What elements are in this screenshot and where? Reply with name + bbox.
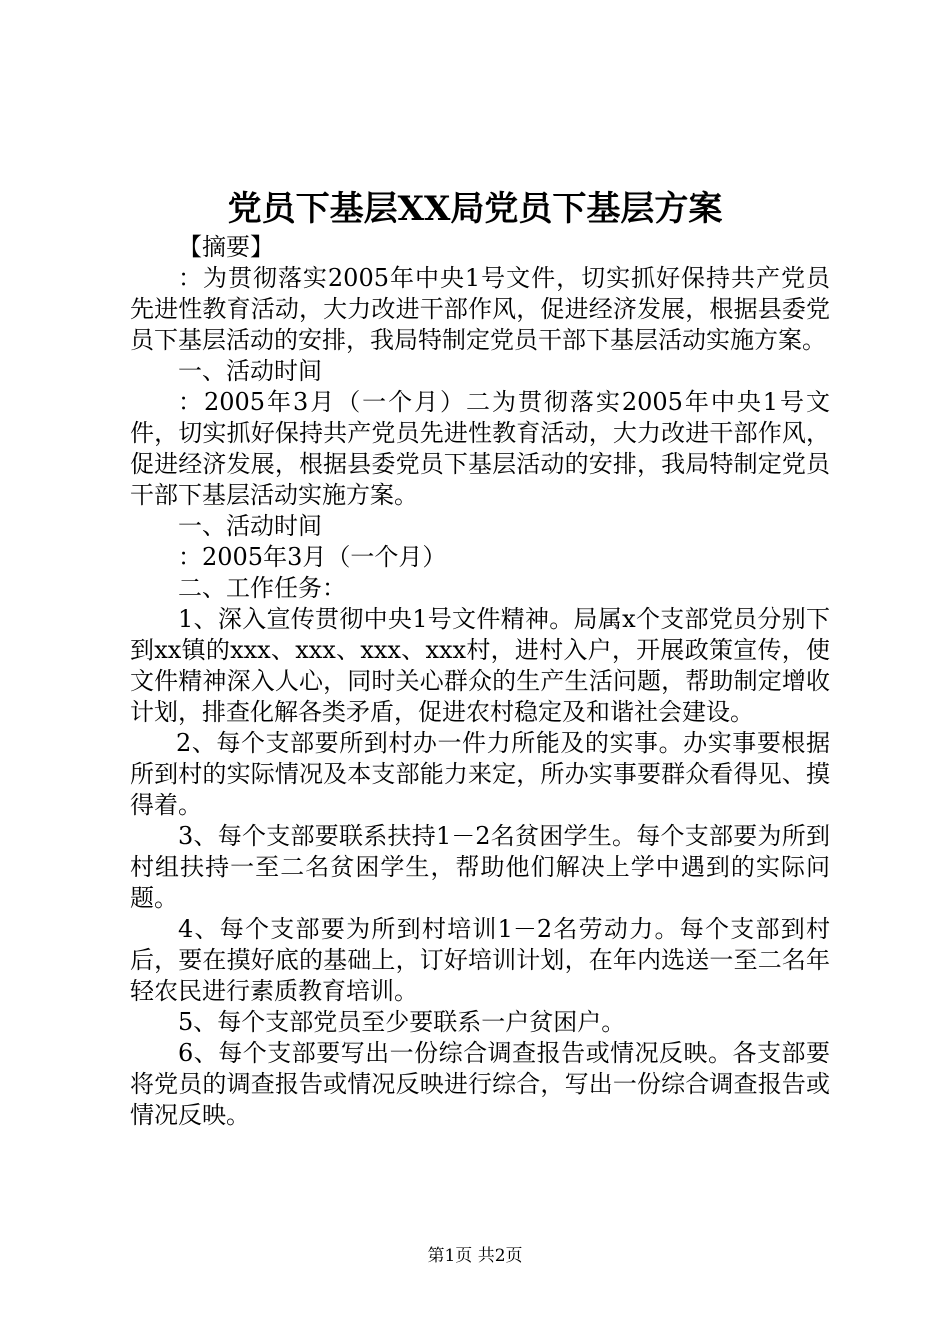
task-item-1: 1、深入宣传贯彻中央1号文件精神。局属x个支部党员分别下到xx镇的xxx、xxx、xxx、xxx村，进村入户，开展政策宣传，使文件精神深入人心，同时关心群众的生产生活问题，帮助制定增收计划，排查化解各类矛盾，促进农村稳定及和谐社会建设。 xyxy=(130,605,830,726)
paragraph-activity-time-short: ：2005年3月（一个月） xyxy=(178,543,447,571)
document-title: 党员下基层XX局党员下基层方案 xyxy=(227,189,723,229)
task-item-3: 3、每个支部要联系扶持1－2名贫困学生。每个支部要为所到村组扶持一至二名贫困学生，帮助他们解决上学中遇到的实际问题。 xyxy=(130,822,830,912)
section-heading-activity-time-repeat: 一、活动时间 xyxy=(178,512,322,540)
task-item-4: 4、每个支部要为所到村培训1－2名劳动力。每个支部到村后，要在摸好底的基础上，订好培训计划，在年内选送一至二名年轻农民进行素质教育培训。 xyxy=(130,915,830,1005)
task-item-2: 2、每个支部要所到村办一件力所能及的实事。办实事要根据所到村的实际情况及本支部能力来定，所办实事要群众看得见、摸得着。 xyxy=(130,729,830,819)
task-item-5: 5、每个支部党员至少要联系一户贫困户。 xyxy=(178,1008,626,1036)
abstract-heading: 【摘要】 xyxy=(178,233,274,261)
paragraph-activity-time-long: ：2005年3月（一个月）二为贯彻落实2005年中央1号文件，切实抓好保持共产党员先进性教育活动，大力改进干部作风，促进经济发展，根据县委党员下基层活动的安排，我局特制定党员干部下基层活动实施方案。 xyxy=(130,388,830,509)
task-item-6: 6、每个支部要写出一份综合调查报告或情况反映。各支部要将党员的调查报告或情况反映进行综合，写出一份综合调查报告或情况反映。 xyxy=(130,1039,830,1129)
section-heading-activity-time: 一、活动时间 xyxy=(178,357,322,385)
abstract-paragraph: ：为贯彻落实2005年中央1号文件，切实抓好保持共产党员先进性教育活动，大力改进干部作风，促进经济发展，根据县委党员下基层活动的安排，我局特制定党员干部下基层活动实施方案。 xyxy=(130,264,830,354)
page-footer: 第1页 共2页 xyxy=(427,1246,523,1266)
document-body xyxy=(130,232,830,1131)
section-heading-work-tasks: 二、工作任务： xyxy=(178,574,346,602)
